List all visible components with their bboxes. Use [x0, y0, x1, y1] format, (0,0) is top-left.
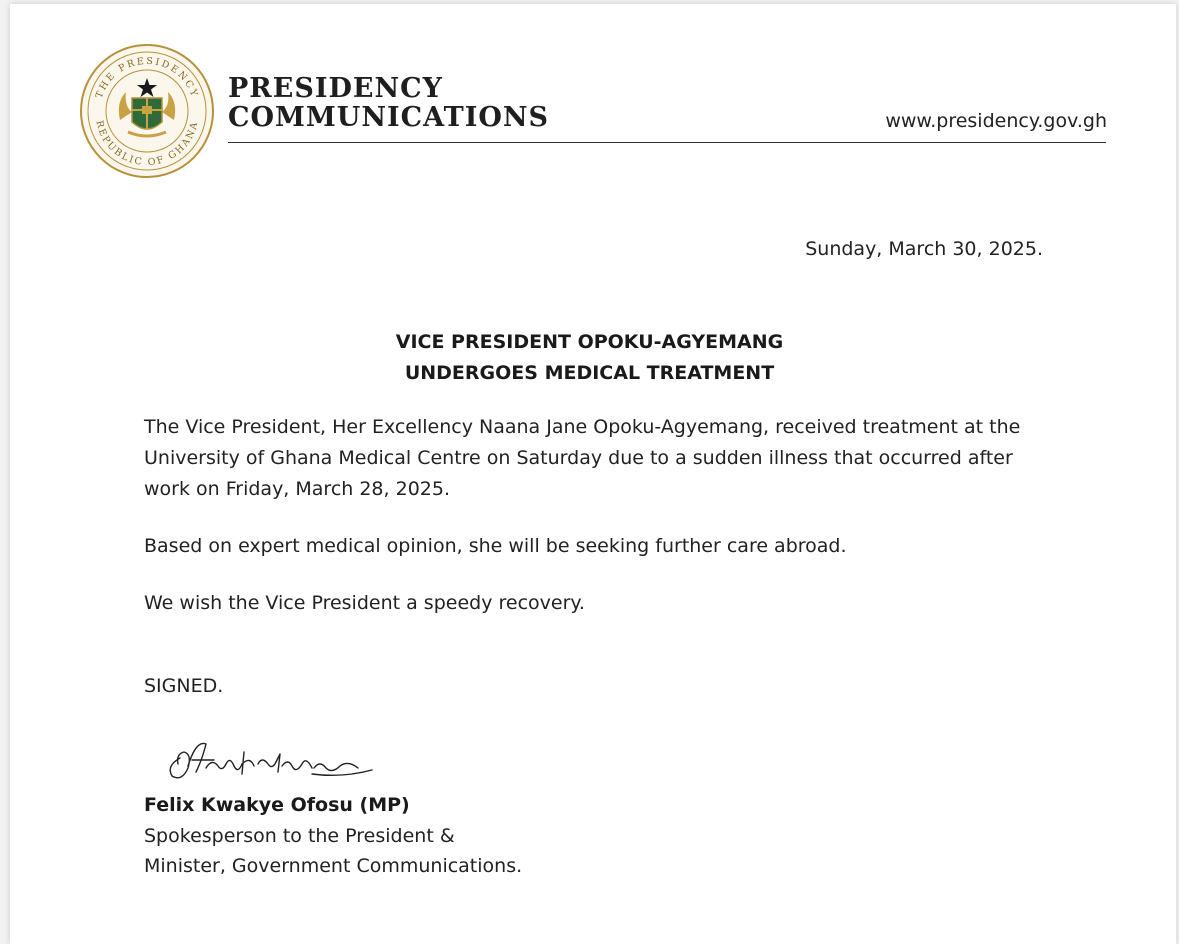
signed-label: SIGNED.: [144, 675, 224, 697]
body-paragraph-2: Based on expert medical opinion, she will be seeking further care abroad.: [144, 535, 847, 557]
signer-role-line-1: Spokesperson to the President &: [144, 825, 455, 847]
signer-name: Felix Kwakye Ofosu (MP): [144, 794, 410, 816]
brand-wordmark: [228, 74, 549, 132]
website-link[interactable]: www.presidency.gov.gh: [885, 110, 1107, 132]
svg-text:THE PRESIDENCY: THE PRESIDENCY: [93, 55, 201, 100]
header-divider: [228, 142, 1106, 143]
body-paragraph-1: The Vice President, Her Excellency Naana Jane Opoku-Agyemang, received treatment at the University of Ghana Medical Centre on Saturday due to a sudden illness that occurred after work on Friday, March 28, 2025.: [144, 416, 1021, 500]
signer-role-line-2: Minister, Government Communications.: [144, 855, 523, 877]
svg-text:REPUBLIC OF GHANA: REPUBLIC OF GHANA: [93, 119, 201, 169]
headline-line-2: UNDERGOES MEDICAL TREATMENT: [404, 362, 775, 384]
brand-line-communications: COMMUNICATIONS: [228, 102, 550, 133]
release-date: Sunday, March 30, 2025.: [805, 238, 1043, 260]
headline-line-1: VICE PRESIDENT OPOKU-AGYEMANG: [395, 331, 784, 353]
presidency-seal-icon: [78, 42, 216, 180]
headline: [0, 327, 1179, 389]
body-paragraph-3: We wish the Vice President a speedy recovery.: [144, 592, 585, 614]
brand-line-presidency: PRESIDENCY: [228, 73, 443, 104]
handwritten-signature-icon: [162, 730, 382, 790]
